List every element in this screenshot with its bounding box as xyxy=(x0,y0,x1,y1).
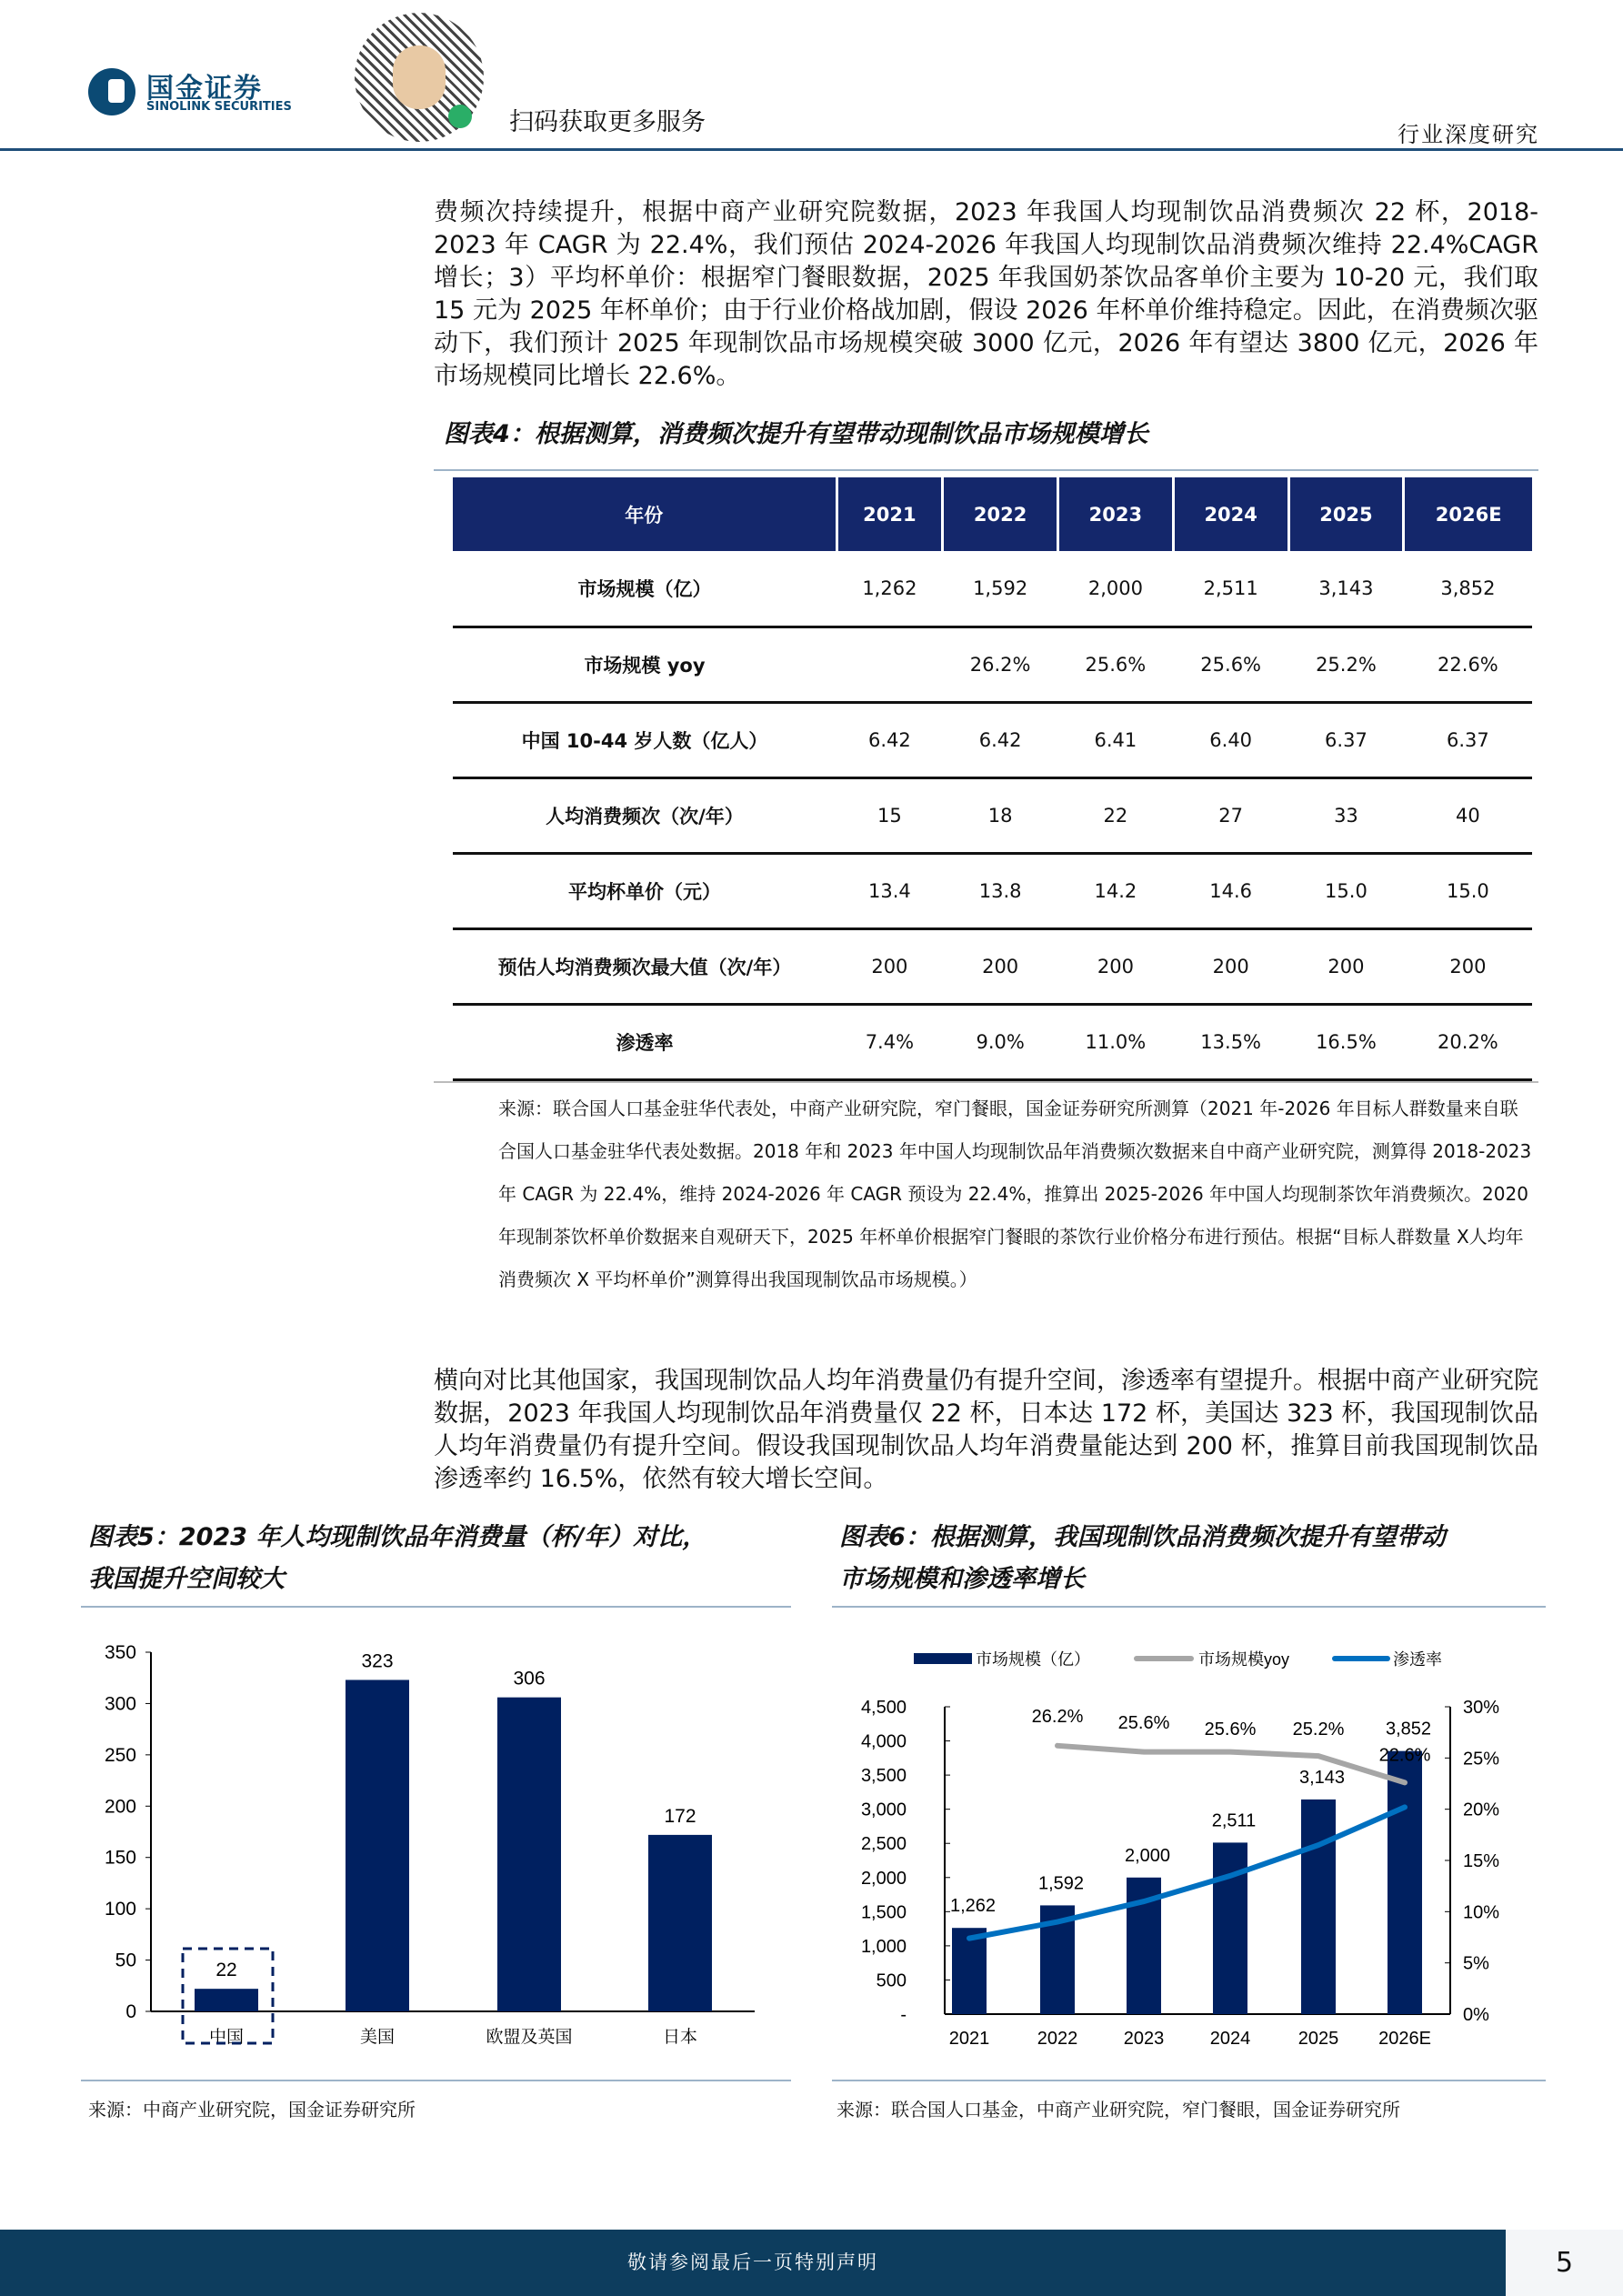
table-cell: 200 xyxy=(943,928,1058,1004)
x-tick-label: 2024 xyxy=(1209,2029,1251,2049)
data-label: 172 xyxy=(664,1805,696,1827)
left-tick-label: 3,000 xyxy=(860,1800,907,1820)
scan-text: 扫码获取更多服务 xyxy=(509,108,706,136)
bar xyxy=(346,1679,409,2011)
bar xyxy=(1301,1800,1336,2014)
y-tick-label: 250 xyxy=(104,1744,136,1766)
left-tick-label: - xyxy=(900,2005,907,2025)
table-cell: 2,511 xyxy=(1173,551,1288,627)
bar-data-label: 1,262 xyxy=(949,1896,997,1917)
row-label: 预估人均消费频次最大值（次/年） xyxy=(453,928,837,1004)
penetration-line xyxy=(969,1807,1405,1938)
table-header: 年份 xyxy=(453,477,837,551)
x-tick-label: 2025 xyxy=(1297,2029,1339,2049)
legend-label: 市场规模yoy xyxy=(1198,1650,1290,1669)
bar-data-label: 1,592 xyxy=(1037,1873,1085,1894)
fig6-source: 来源：联合国人口基金，中商产业研究院，窄门餐眼，国金证券研究所 xyxy=(837,2099,1400,2121)
bar xyxy=(1388,1751,1422,2014)
y-tick-label: 300 xyxy=(104,1693,136,1715)
table-cell: 3,852 xyxy=(1404,551,1532,627)
data-label: 306 xyxy=(513,1668,546,1689)
table-cell: 1,592 xyxy=(943,551,1058,627)
x-tick-label: 2022 xyxy=(1037,2029,1078,2049)
fig4-title: 图表4：根据测算，消费频次提升有望带动现制饮品市场规模增长 xyxy=(444,420,1148,448)
table-cell: 1,262 xyxy=(837,551,943,627)
yoy-data-label: 25.6% xyxy=(1204,1719,1257,1740)
table-header: 2026E xyxy=(1404,477,1532,551)
table-cell: 13.8 xyxy=(943,853,1058,928)
table-cell: 40 xyxy=(1404,777,1532,853)
left-tick-label: 3,500 xyxy=(860,1766,907,1787)
x-tick-label: 2026E xyxy=(1378,2029,1431,2049)
table-cell: 200 xyxy=(1288,928,1404,1004)
y-tick-label: 150 xyxy=(104,1847,136,1869)
left-tick-label: 500 xyxy=(876,1970,907,1991)
table-cell: 15.0 xyxy=(1404,853,1532,928)
table-cell: 25.6% xyxy=(1173,627,1288,702)
paragraph-2: 横向对比其他国家，我国现制饮品人均年消费量仍有提升空间，渗透率有望提升。根据中商产业研究院数据，2023 年我国人均现制饮品年消费量仅 22 杯，日本达 172 杯，美国达 323 杯，我国现制饮品人均年消费量仍有提升空间。假设我国现制饮品人均年消费量能达到 200 杯，推算目前我国现制饮品渗透率约 16.5%，依然有较大增长空间。 xyxy=(434,1367,1538,1493)
table-cell: 18 xyxy=(943,777,1058,853)
table-cell: 6.37 xyxy=(1404,702,1532,777)
bar-data-label: 3,852 xyxy=(1385,1719,1432,1740)
row-label: 市场规模（亿） xyxy=(453,551,837,627)
y-tick-label: 200 xyxy=(104,1796,136,1818)
row-label: 渗透率 xyxy=(453,1004,837,1079)
table-cell: 200 xyxy=(1058,928,1174,1004)
fig5-title-2: 我国提升空间较大 xyxy=(88,1565,285,1593)
footer-disclaimer: 敬请参阅最后一页特别声明 xyxy=(0,2230,1506,2296)
table-cell: 2,000 xyxy=(1058,551,1174,627)
bar-data-label: 2,000 xyxy=(1124,1845,1171,1866)
table-header: 2024 xyxy=(1173,477,1288,551)
table-cell: 15.0 xyxy=(1288,853,1404,928)
table-header: 2021 xyxy=(837,477,943,551)
right-tick-label: 0% xyxy=(1463,2005,1489,2025)
right-tick-label: 25% xyxy=(1463,1749,1500,1770)
bar xyxy=(497,1698,561,2011)
yoy-data-label: 26.2% xyxy=(1031,1707,1084,1727)
table-cell: 15 xyxy=(837,777,943,853)
table-header: 2022 xyxy=(943,477,1058,551)
table-cell: 22.6% xyxy=(1404,627,1532,702)
table-cell: 200 xyxy=(1404,928,1532,1004)
table-cell: 6.41 xyxy=(1058,702,1174,777)
table-cell: 16.5% xyxy=(1288,1004,1404,1079)
table-cell: 3,143 xyxy=(1288,551,1404,627)
legend-label: 渗透率 xyxy=(1393,1650,1442,1669)
left-tick-label: 4,500 xyxy=(860,1698,907,1718)
fig6-title-2: 市场规模和渗透率增长 xyxy=(839,1565,1085,1593)
yoy-data-label: 22.6% xyxy=(1378,1745,1431,1766)
legend-bar-swatch xyxy=(914,1653,972,1664)
table-cell: 13.4 xyxy=(837,853,943,928)
x-tick-label: 2021 xyxy=(948,2029,990,2049)
row-label: 市场规模 yoy xyxy=(453,627,837,702)
table-cell: 25.2% xyxy=(1288,627,1404,702)
logo-cn: 国金证券 xyxy=(146,73,263,105)
yoy-data-label: 25.6% xyxy=(1117,1713,1170,1733)
y-tick-label: 50 xyxy=(115,1950,136,1971)
table-cell: 6.37 xyxy=(1288,702,1404,777)
table-cell: 20.2% xyxy=(1404,1004,1532,1079)
data-label: 323 xyxy=(361,1650,394,1672)
row-label: 人均消费频次（次/年） xyxy=(453,777,837,853)
bar xyxy=(1213,1842,1247,2014)
left-tick-label: 1,000 xyxy=(860,1936,907,1957)
right-tick-label: 15% xyxy=(1463,1851,1500,1871)
bar-data-label: 3,143 xyxy=(1298,1767,1346,1788)
row-label: 中国 10-44 岁人数（亿人） xyxy=(453,702,837,777)
table-cell: 25.6% xyxy=(1058,627,1174,702)
fig5-source: 来源：中商产业研究院，国金证券研究所 xyxy=(88,2099,416,2121)
left-tick-label: 1,500 xyxy=(860,1902,907,1923)
table-cell: 26.2% xyxy=(943,627,1058,702)
fig4-note: 来源：联合国人口基金驻华代表处，中商产业研究院，窄门餐眼，国金证券研究所测算（2021 年-2026 年目标人群数量来自联合国人口基金驻华代表处数据。2018 年和 2023 年中国人均现制饮品年消费频次数据来自中商产业研究院，测算得 2018-2023 年 CAGR 为 22.4%，维持 2024-2026 年 CAGR 预设为 22.4%，推算出 2025-2026 年中国人均现制茶饮年消费频次。2020 年现制茶饮杯单价数据来自观研天下，2025 年杯单价根据窄门餐眼的茶饮行业价格分布进行预估。根据“目标人群数量 X人均年消费频次 X 平均杯单价”测算得出我国现制饮品市场规模。） xyxy=(498,1098,1532,1290)
fig6-title: 图表6：根据测算，我国现制饮品消费频次提升有望带动 xyxy=(839,1523,1446,1551)
x-tick-label: 欧盟及英国 xyxy=(486,2028,573,2047)
legend-label: 市场规模（亿） xyxy=(976,1650,1090,1669)
table-header: 2023 xyxy=(1058,477,1174,551)
yoy-data-label: 25.2% xyxy=(1292,1719,1345,1740)
table-cell: 13.5% xyxy=(1173,1004,1288,1079)
x-tick-label: 2023 xyxy=(1123,2029,1165,2049)
y-tick-label: 350 xyxy=(104,1642,136,1663)
right-tick-label: 30% xyxy=(1463,1698,1500,1718)
logo-en: SINOLINK SECURITIES xyxy=(146,100,292,114)
row-label: 平均杯单价（元） xyxy=(453,853,837,928)
fig5-source-rule xyxy=(81,2080,791,2081)
table-cell: 6.42 xyxy=(837,702,943,777)
table-cell: 14.2 xyxy=(1058,853,1174,928)
y-tick-label: 100 xyxy=(104,1899,136,1920)
data-label: 22 xyxy=(215,1960,237,1981)
left-tick-label: 4,000 xyxy=(860,1731,907,1752)
x-tick-label: 日本 xyxy=(662,2028,698,2047)
table-cell: 33 xyxy=(1288,777,1404,853)
table-cell: 14.6 xyxy=(1173,853,1288,928)
table-cell: 7.4% xyxy=(837,1004,943,1079)
yoy-line xyxy=(1057,1746,1405,1783)
bar xyxy=(195,1989,258,2011)
bar xyxy=(648,1835,712,2011)
doc-type: 行业深度研究 xyxy=(1398,122,1539,147)
left-tick-label: 2,500 xyxy=(860,1834,907,1855)
y-tick-label: 0 xyxy=(125,2001,136,2022)
table-cell: 6.40 xyxy=(1173,702,1288,777)
x-tick-label: 美国 xyxy=(359,2028,396,2047)
paragraph-1: 费频次持续提升，根据中商产业研究院数据，2023 年我国人均现制饮品消费频次 22 杯，2018-2023 年 CAGR 为 22.4%，我们预估 2024-2026 年我国人均现制饮品消费频次维持 22.4%CAGR 增长；3）平均杯单价：根据窄门餐眼数据，2025 年我国奶茶饮品客单价主要为 10-20 元，我们取 15 元为 2025 年杯单价；由于行业价格战加剧，假设 2026 年杯单价维持稳定。因此，在消费频次驱动下，我们预计 2025 年现制饮品市场规模突破 3000 亿元，2026 年有望达 3800 亿元，2026 年市场规模同比增长 22.6%。 xyxy=(434,198,1538,390)
table-cell: 200 xyxy=(1173,928,1288,1004)
table-cell: 22 xyxy=(1058,777,1174,853)
table-cell: 6.42 xyxy=(943,702,1058,777)
page-number: 5 xyxy=(1506,2230,1623,2296)
fig6-source-rule xyxy=(832,2080,1546,2081)
left-tick-label: 2,000 xyxy=(860,1868,907,1889)
fig5-title: 图表5：2023 年人均现制饮品年消费量（杯/年）对比， xyxy=(88,1523,707,1551)
right-tick-label: 5% xyxy=(1463,1953,1489,1974)
table-cell: 200 xyxy=(837,928,943,1004)
bar-data-label: 2,511 xyxy=(1211,1810,1257,1831)
table-cell: 27 xyxy=(1173,777,1288,853)
table-cell: 11.0% xyxy=(1058,1004,1174,1079)
table-header: 2025 xyxy=(1288,477,1404,551)
right-tick-label: 20% xyxy=(1463,1800,1500,1820)
x-tick-label: 中国 xyxy=(208,2028,245,2047)
right-tick-label: 10% xyxy=(1463,1902,1500,1923)
table-cell: 9.0% xyxy=(943,1004,1058,1079)
